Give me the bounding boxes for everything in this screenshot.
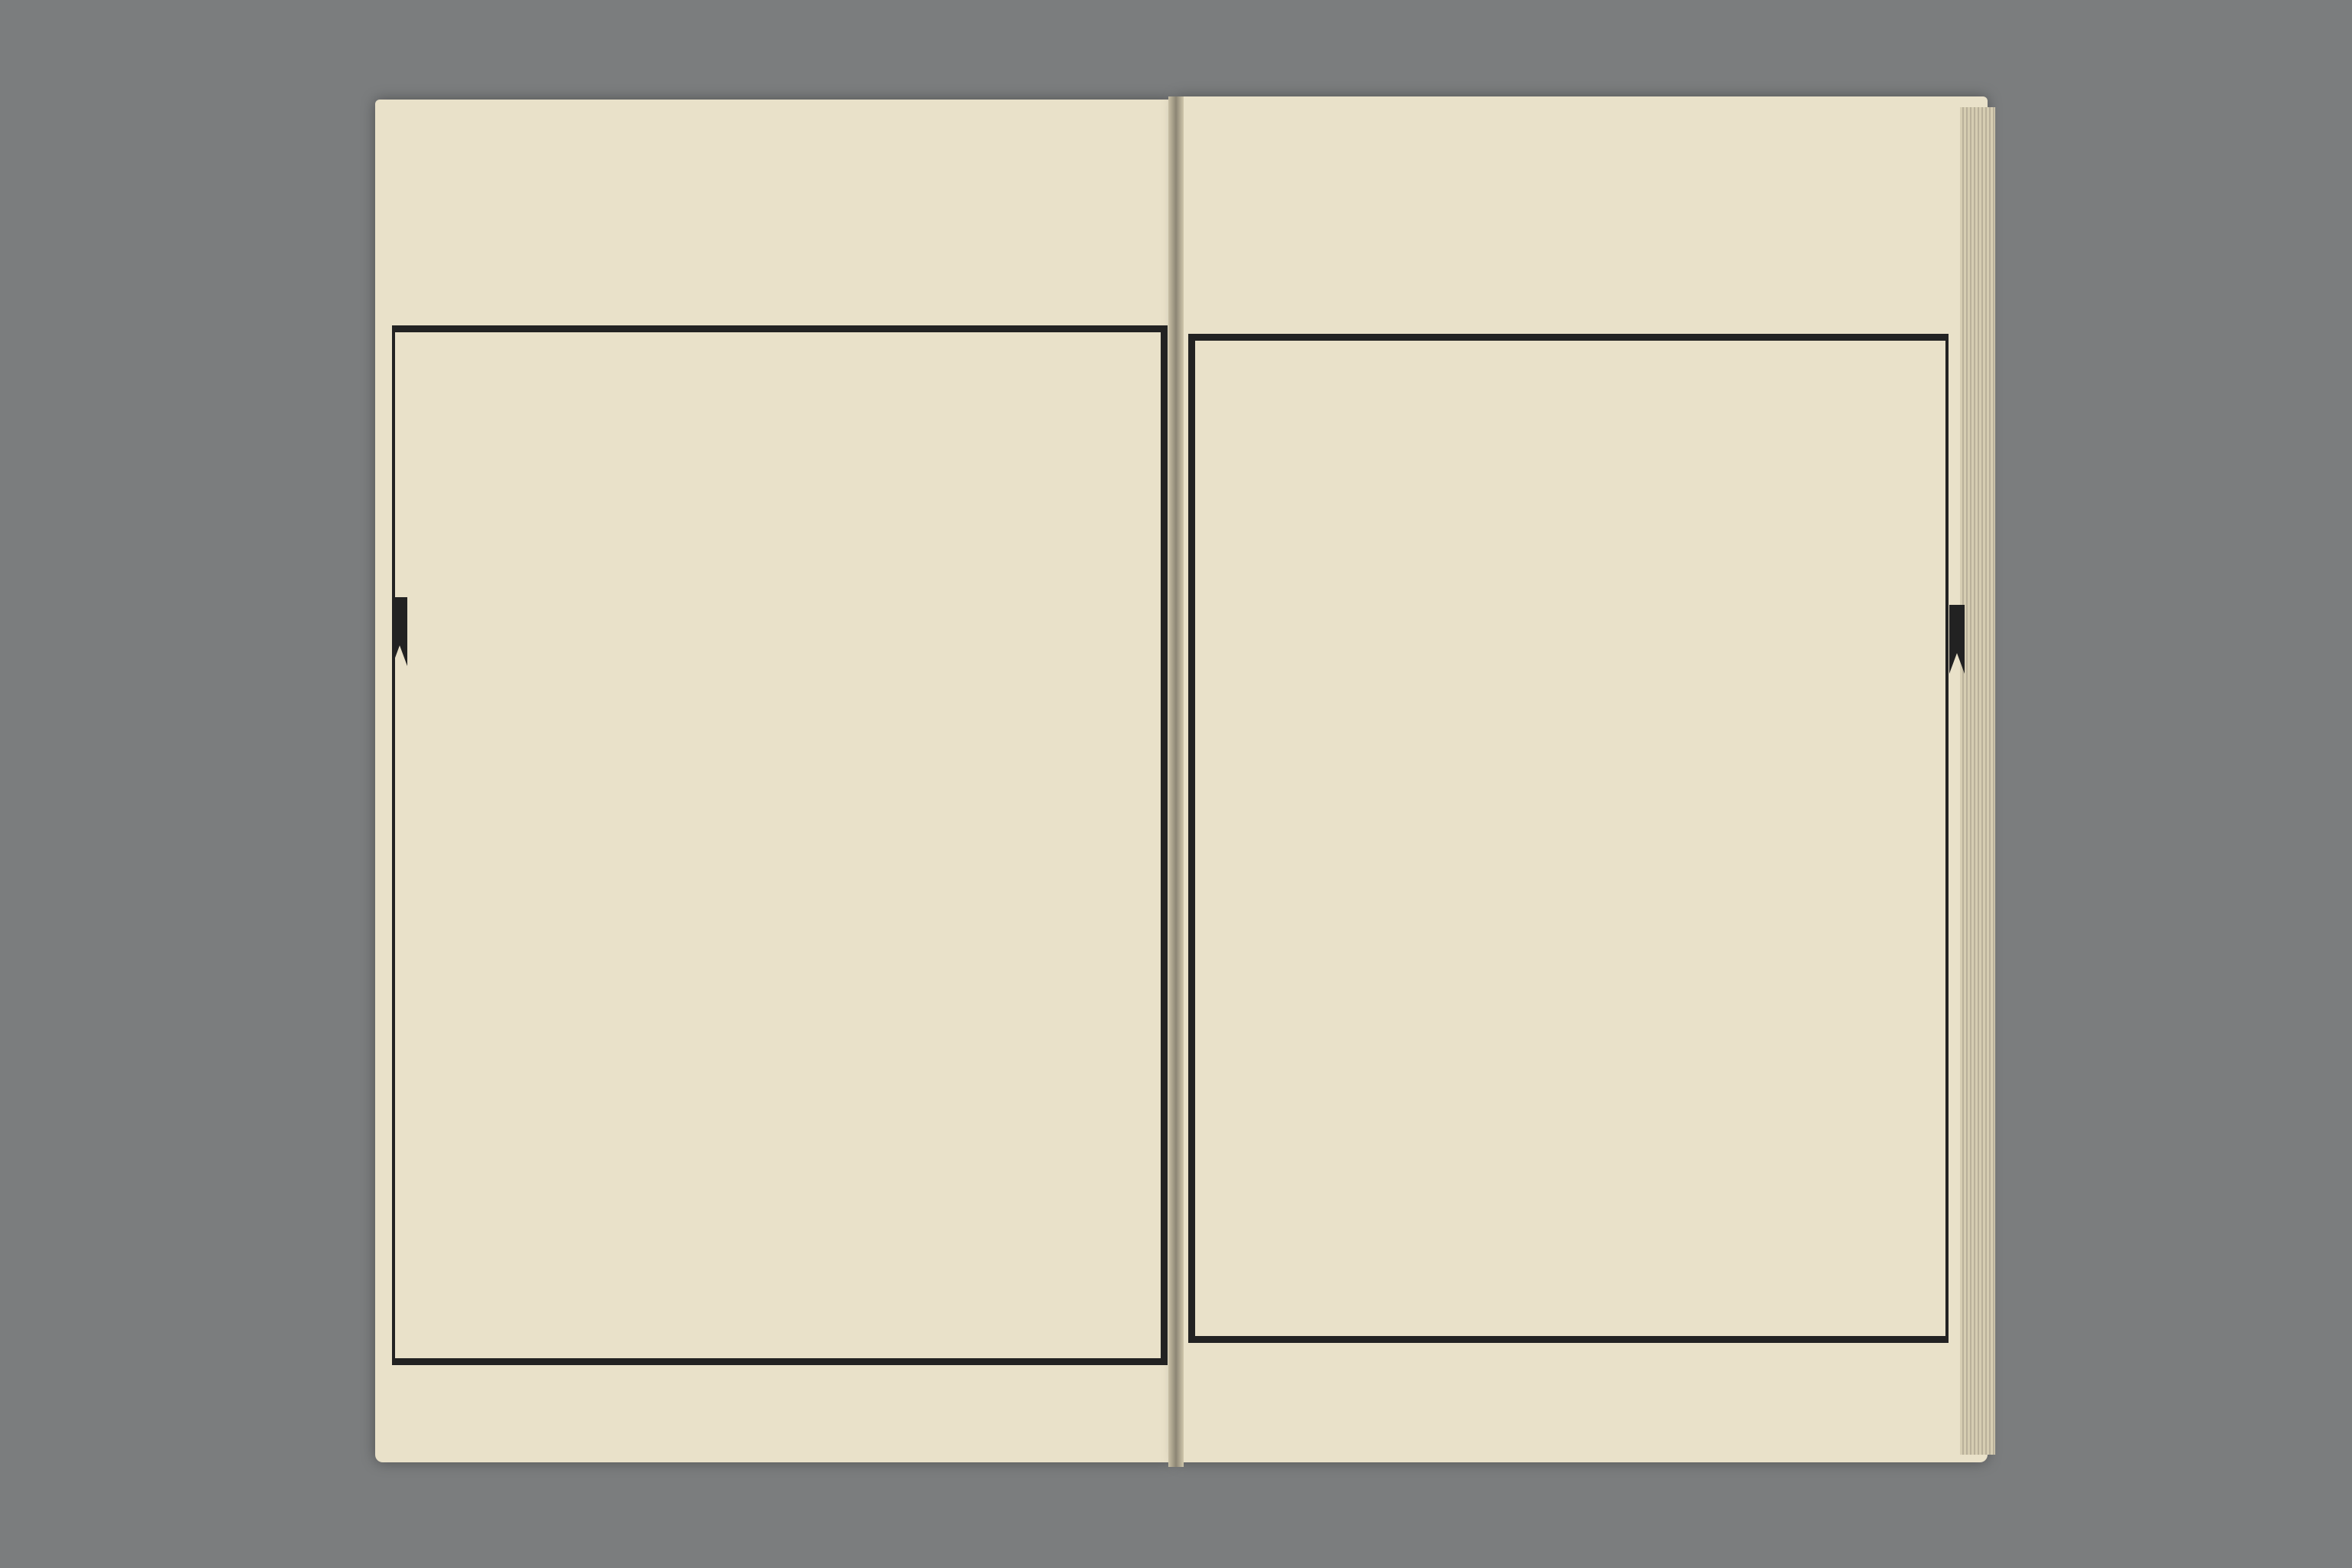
left-text-frame [392,325,1168,1365]
book-gutter [1168,96,1184,1467]
right-text-frame [1188,334,1949,1343]
page-edges [1960,107,1995,1455]
